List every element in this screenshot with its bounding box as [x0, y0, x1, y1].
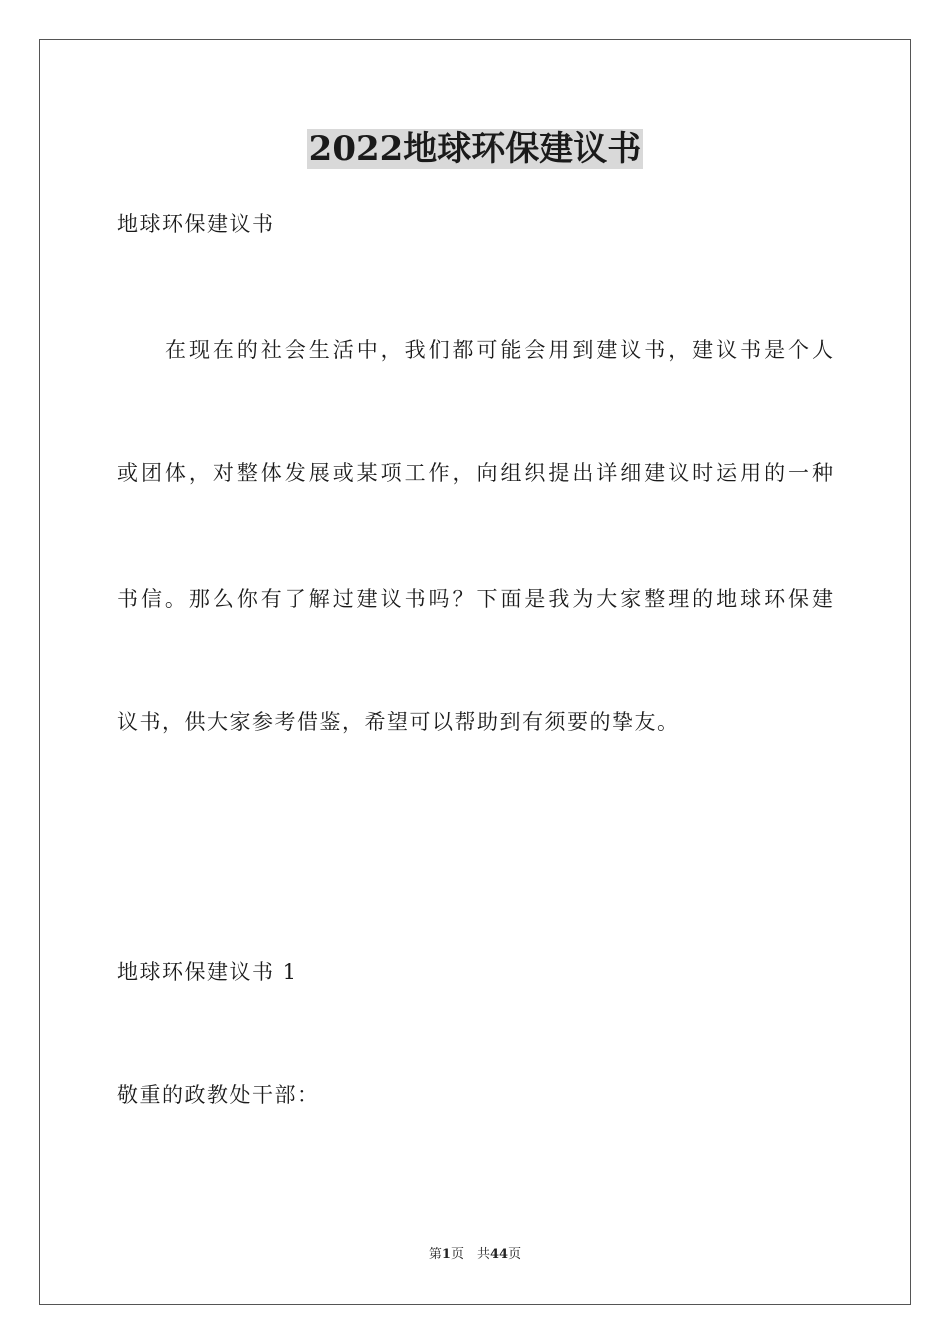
footer-suffix: 页	[508, 1247, 522, 1262]
section-heading: 地球环保建议书 1	[117, 960, 298, 984]
salutation: 敬重的政教处干部：	[117, 1083, 320, 1107]
footer-mid: 页 共	[450, 1247, 490, 1262]
document-title-text: 2022地球环保建议书	[308, 129, 642, 169]
footer-current-page: 1	[441, 1247, 451, 1262]
page-footer	[0, 1246, 950, 1264]
footer-total-pages: 44	[489, 1247, 509, 1262]
intro-line-4: 议书，供大家参考借鉴，希望可以帮助到有须要的挚友。	[117, 710, 680, 734]
intro-line-1: 在现在的社会生活中，我们都可能会用到建议书，建议书是个人	[165, 338, 833, 362]
intro-line-3: 书信。那么你有了解过建议书吗？下面是我为大家整理的地球环保建	[117, 587, 833, 611]
document-title	[0, 126, 950, 172]
document-subtitle: 地球环保建议书	[117, 212, 275, 236]
footer-prefix: 第	[428, 1247, 442, 1262]
intro-line-2: 或团体，对整体发展或某项工作，向组织提出详细建议时运用的一种	[117, 461, 833, 485]
